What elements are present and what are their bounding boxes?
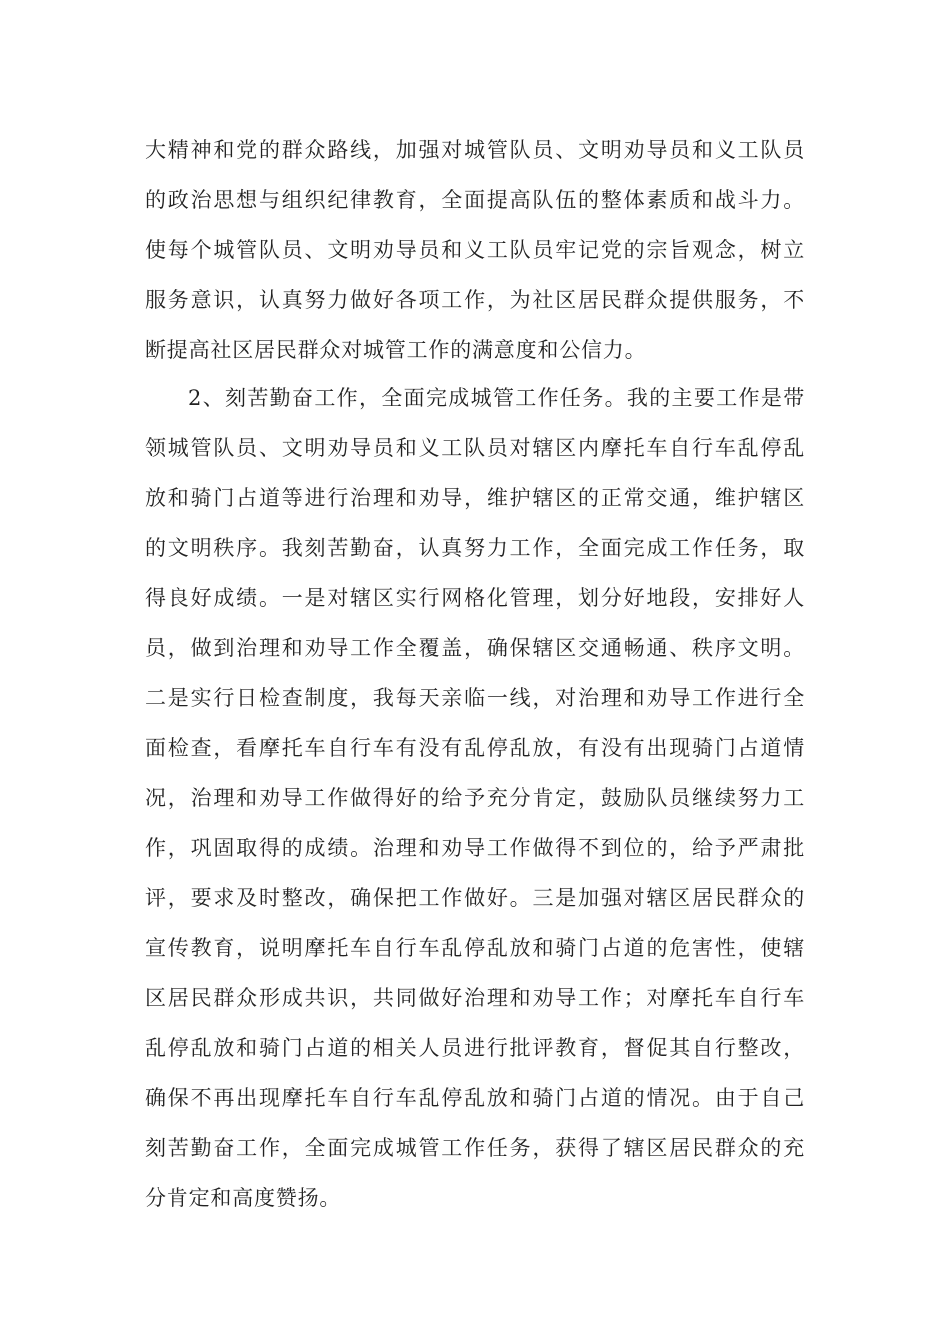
paragraph-line: 的政治思想与组织纪律教育，全面提高队伍的整体素质和战斗力。 xyxy=(145,188,805,212)
paragraph-line: 服务意识，认真努力做好各项工作，为社区居民群众提供服务，不 xyxy=(145,288,805,312)
paragraph-line: 领城管队员、文明劝导员和义工队员对辖区内摩托车自行车乱停乱 xyxy=(145,436,805,460)
paragraph-line: 区居民群众形成共识，共同做好治理和劝导工作；对摩托车自行车 xyxy=(145,986,805,1010)
paragraph-line: 放和骑门占道等进行治理和劝导，维护辖区的正常交通，维护辖区 xyxy=(145,486,805,510)
paragraph-line: 大精神和党的群众路线，加强对城管队员、文明劝导员和义工队员 xyxy=(145,138,805,162)
paragraph-line: 乱停乱放和骑门占道的相关人员进行批评教育，督促其自行整改， xyxy=(145,1036,805,1060)
paragraph-line: 得良好成绩。一是对辖区实行网格化管理，划分好地段，安排好人 xyxy=(145,586,805,610)
paragraph-line: 作，巩固取得的成绩。治理和劝导工作做得不到位的，给予严肃批 xyxy=(145,836,805,860)
paragraph-1 xyxy=(145,125,805,375)
paragraph-2 xyxy=(145,373,805,1223)
paragraph-line: 的文明秩序。我刻苦勤奋，认真努力工作，全面完成工作任务，取 xyxy=(145,536,805,560)
paragraph-line: 断提高社区居民群众对城管工作的满意度和公信力。 xyxy=(145,338,647,362)
paragraph-line: 况，治理和劝导工作做得好的给予充分肯定，鼓励队员继续努力工 xyxy=(145,786,805,810)
paragraph-line: 宣传教育，说明摩托车自行车乱停乱放和骑门占道的危害性，使辖 xyxy=(145,936,805,960)
paragraph-line: 2、刻苦勤奋工作，全面完成城管工作任务。我的主要工作是带 xyxy=(188,386,805,410)
paragraph-line: 分肯定和高度赞扬。 xyxy=(145,1186,342,1210)
paragraph-line: 面检查，看摩托车自行车有没有乱停乱放，有没有出现骑门占道情 xyxy=(145,736,805,760)
paragraph-line: 员，做到治理和劝导工作全覆盖，确保辖区交通畅通、秩序文明。 xyxy=(145,636,805,660)
paragraph-line: 评，要求及时整改，确保把工作做好。三是加强对辖区居民群众的 xyxy=(145,886,805,910)
paragraph-line: 使每个城管队员、文明劝导员和义工队员牢记党的宗旨观念，树立 xyxy=(145,238,805,262)
paragraph-line: 确保不再出现摩托车自行车乱停乱放和骑门占道的情况。由于自己 xyxy=(145,1086,805,1110)
paragraph-line: 二是实行日检查制度，我每天亲临一线，对治理和劝导工作进行全 xyxy=(145,686,805,710)
paragraph-line: 刻苦勤奋工作，全面完成城管工作任务，获得了辖区居民群众的充 xyxy=(145,1136,805,1160)
